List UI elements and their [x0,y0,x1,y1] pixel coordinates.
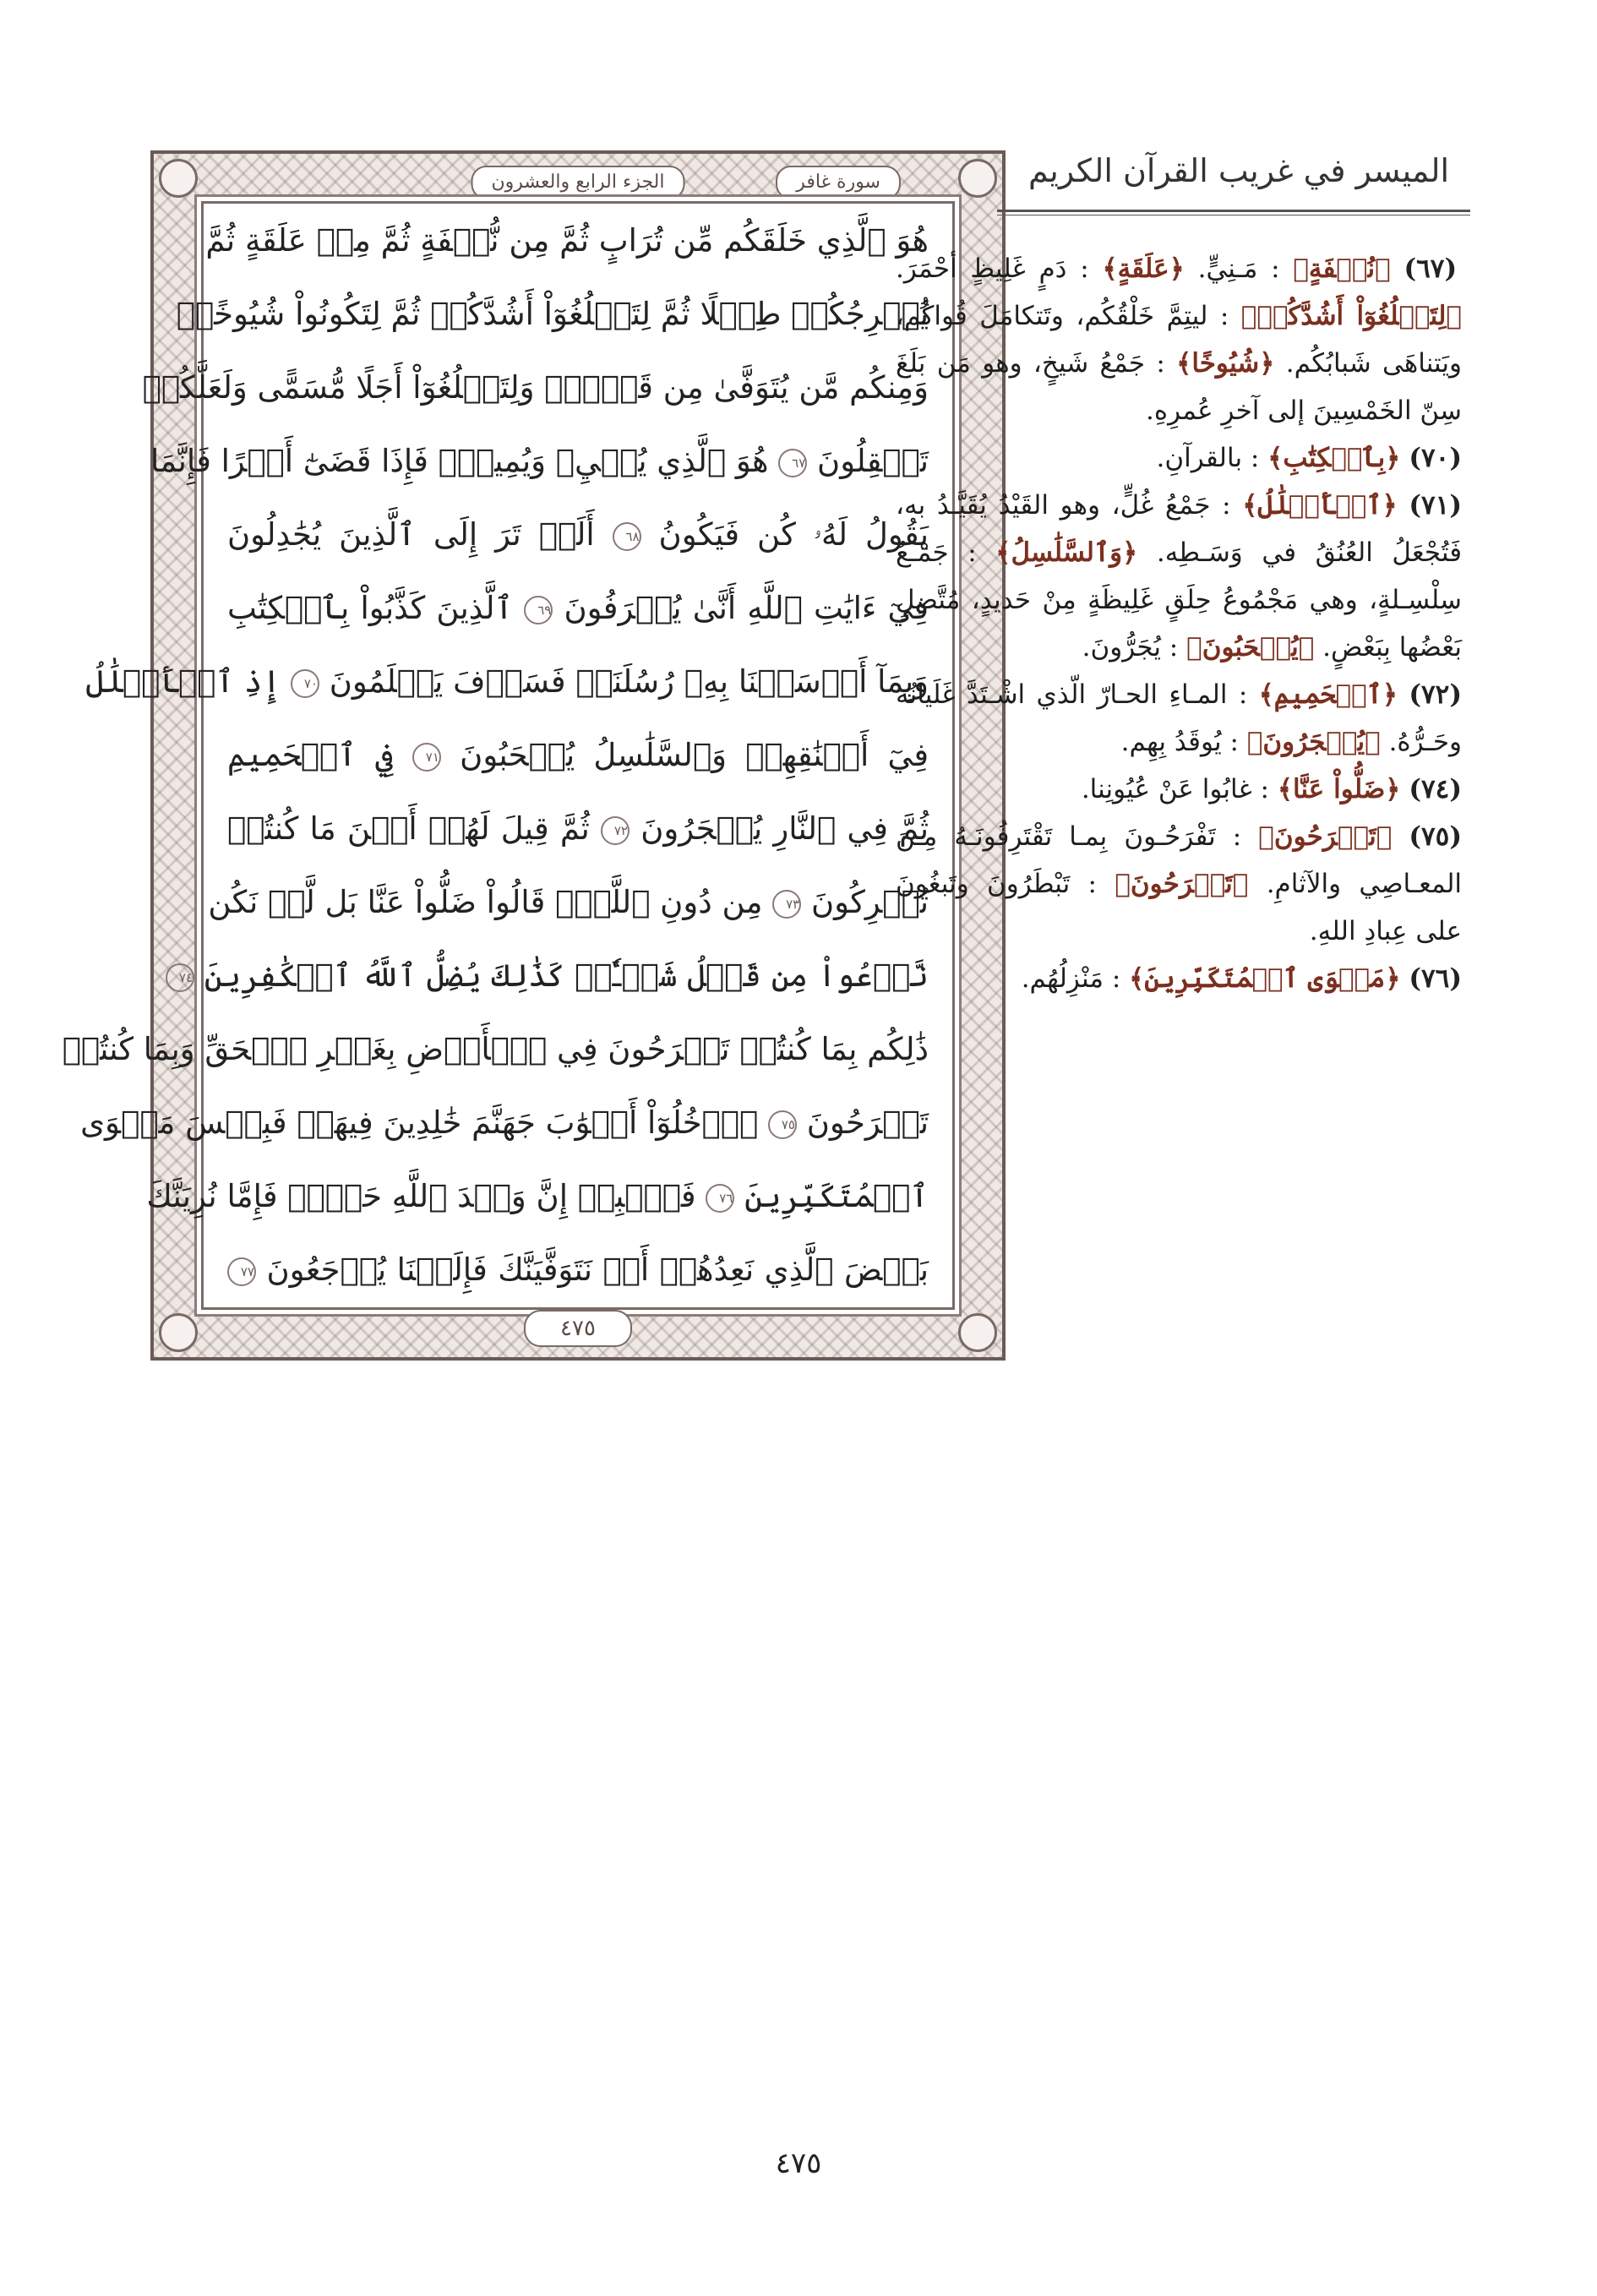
verse-number: (٧٦) [1409,963,1462,994]
ayah-number-marker: ٧٦ [706,1184,734,1213]
book-title: الميسر في غريب القرآن الكريم [1027,152,1450,189]
verse-line [178,957,929,995]
quranic-word: ﴿يُسۡجَرُونَ﴾ [1246,727,1381,757]
ayah-number-marker: ٧٣ [772,890,801,919]
verse-line [176,295,929,333]
verse-text: ثُمَّ قِيلَ لَهُمۡ أَيۡنَ مَا كُنتُمۡ [227,810,590,847]
juz-label: الجزء الرابع والعشرون [471,166,685,199]
ayah-number-marker: ٦٩ [524,596,553,624]
frame-corner-ornament [958,1313,997,1352]
ayah-number-marker: ٧٤ [166,963,194,992]
verse-text: فِيٓ أَعۡنَٰقِهِمۡ وَٱلسَّلَٰسِلُ يُسۡحَبُونَ [460,736,929,773]
quranic-word: ﴿عَلَقَةٍ﴾ [1102,254,1185,284]
quranic-word: ﴿يُسۡحَبُونَ﴾ [1186,632,1315,663]
explanation-text: : مَنْزِلُهُم. [1021,963,1121,994]
quranic-word: ﴿بِٱلۡكِتَٰبِ﴾ [1267,443,1401,473]
title-divider [997,210,1470,215]
verse-text: أَلَمۡ تَرَ إِلَى ٱلَّذِينَ يُجَٰدِلُونَ [227,515,595,553]
verse-line [227,1252,929,1289]
verse-text: ٱلَّذِينَ كَذَّبُواْ بِٱلۡكِتَٰبِ [227,589,514,626]
verse-text: تَعۡقِلُونَ [817,442,929,479]
quranic-word: ﴿ٱلۡحَمِيمِ﴾ [1258,679,1398,710]
explanation-text: : جَمْعُ شَيخٍ، وهو مَن بَلَغَ سِنّ الخَمْسِينَ إلى آخرِ عُمرِهِ. [896,348,1462,426]
verse-text: هُوَ ٱلَّذِي خَلَقَكُم مِّن تُرَابٍ ثُمَّ مِن نُّطۡفَةٍ ثُمَّ مِنۡ عَلَقَةٍ ثُمَّ [205,222,929,259]
ayah-number-marker: ٧٠ [291,669,319,698]
verse-line [62,1030,929,1068]
verse-line [227,516,929,554]
verse-text: فِيٓ ءَايَٰتِ ٱللَّهِ أَنَّىٰ يُصۡرَفُونَ [564,589,929,626]
explanation-text: : بالقرآنِ. [1156,443,1260,473]
quranic-word: ﴿تَمۡرَحُونَ﴾ [1115,869,1249,899]
quran-page-frame [62,150,1006,1361]
explanation-text: : جَمْـعُ سِلْسِـلةٍ، وهي مَجْمُوعُ حِلَقٍ غَلِيظَةٍ مِنْ حَديدٍ، مُتَّصِلٍ بَعْضُها بِبَعْضٍ. [896,537,1462,663]
verse-text: تَمۡرَحُونَ [806,1104,929,1141]
commentary-entry [896,245,1462,434]
verse-line [208,883,929,921]
quranic-word: ﴿ٱلۡأَغۡلَٰلُ﴾ [1242,490,1398,521]
verse-number: (٧٥) [1409,821,1462,852]
frame-corner-ornament [159,159,198,198]
verse-number: (٧٤) [1409,774,1462,804]
ayah-number-marker: ٧١ [412,743,441,772]
quranic-word: ﴿ضَلُّواْ عَنَّا﴾ [1277,774,1401,804]
commentary-entry [896,766,1462,813]
commentary-entry [896,955,1462,1002]
verse-line [150,442,929,480]
verse-text: فِي ٱلۡحَمِيمِ [227,736,394,773]
verse-line [205,222,929,259]
explanation-text: : تَبْطَرُونَ وتَبغُونَ على عِبادِ اللهِ. [896,869,1462,946]
verse-number: (٧٢) [1409,679,1463,710]
verse-line [80,1104,929,1142]
explanation-text: : المـاءِ الحـارّ الّذي اشْـتَدَّ غَلَيانُه وحَـرُّهُ. [896,679,1462,757]
commentary-column [896,245,1462,1002]
ayah-number-marker: ٦٧ [778,449,807,477]
verse-text: يُخۡرِجُكُمۡ طِفۡلًا ثُمَّ لِتَبۡلُغُوٓاْ أَشُدَّكُمۡ ثُمَّ لِتَكُونُواْ شُيُوخًاۚ [176,295,929,332]
frame-corner-ornament [159,1313,198,1352]
quranic-word: ﴿مَثۡوَى ٱلۡمُتَكَبِّرِينَ﴾ [1129,963,1401,994]
explanation-text: : غابُوا عَنْ عُيُونِنا. [1081,774,1269,804]
quranic-word: ﴿نُطۡفَةٍ﴾ [1293,254,1391,284]
verse-text: ٱلۡمُتَكَبِّرِينَ [744,1177,929,1214]
quran-text-area [62,201,955,1310]
quranic-word: ﴿شُيُوخًا﴾ [1176,348,1275,379]
verse-text: وَمِنكُم مَّن يُتَوَفَّىٰ مِن قَبۡلُۖ وَلِتَبۡلُغُوٓاْ أَجَلًا مُّسَمًّى وَلَعَلَّكُمۡ [142,368,929,406]
verse-text: بَعۡضَ ٱلَّذِي نَعِدُهُمۡ أَوۡ نَتَوَفَّيَنَّكَ فَإِلَيۡنَا يُرۡجَعُونَ [266,1251,929,1288]
commentary-entry [896,434,1462,482]
surah-name-label: سورة غافر [776,166,901,199]
explanation-text: : مَـنِيٍّ. [1184,254,1280,284]
explanation-text: : جَمْعُ غُلٍّ، وهو القَيْدُ يُقَيَّـدُ به، فَتُجْعَلُ العُنُقُ في وَسَـطِه. [896,490,1463,568]
quranic-word: ﴿وَٱلسَّلَٰسِلُ﴾ [995,537,1138,568]
verse-line [142,368,929,406]
quranic-word: ﴿لِتَبۡلُغُوٓاْ أَشُدَّكُمۡ﴾ [1240,301,1462,331]
verse-lines [62,222,929,1289]
explanation-text: : دَمٍ غَلِيظٍ أحْمَرَ. [896,254,1089,284]
verse-text: يَقُولُ لَهُۥ كُن فَيَكُونُ [658,515,929,553]
verse-text: نَّدۡعُواْ مِن قَبۡلُ شَيۡـٔٗاۚ كَذَٰلِكَ يُضِلُّ ٱللَّهُ ٱلۡكَٰفِرِينَ [204,957,929,994]
verse-line [227,590,929,627]
ayah-number-marker: ٧٧ [227,1257,256,1286]
verse-line [227,810,929,848]
quranic-word: ﴿تَفۡرَحُونَ﴾ [1258,821,1393,852]
verse-text: تُشۡرِكُونَ [810,883,929,920]
commentary-entry [896,671,1462,766]
verse-text: إِذِ ٱلۡأَغۡلَٰلُ [85,663,281,700]
commentary-entry [896,482,1462,671]
ayah-number-marker: ٦٨ [613,522,641,551]
explanation-text: : يُجَرُّونَ. [1082,632,1179,663]
verse-text: ثُمَّ فِي ٱلنَّارِ يُسۡجَرُونَ [640,810,929,847]
explanation-text: : ليتِمَّ خَلْقُكُم، وتَتكامَلَ قُواكُم، ويَتناهَى شَبابُكُم. [896,301,1462,379]
verse-text: فَٱصۡبِرۡ إِنَّ وَعۡدَ ٱللَّهِ حَقّٞۚ فَإِمَّا نُرِيَنَّكَ [146,1177,696,1214]
verse-line [227,737,929,774]
ayah-number-marker: ٧٢ [601,816,630,845]
verse-text: مِن دُونِ ٱللَّهِۖ قَالُواْ ضَلُّواْ عَنَّا بَل لَّمۡ نَكُن [208,883,763,920]
verse-number: (٧١) [1409,490,1462,521]
commentary-entry [896,813,1462,955]
verse-number: (٧٠) [1409,443,1462,473]
mushaf-page-number: ٤٧٥ [524,1310,632,1347]
page-number: ٤٧٥ [775,2146,822,2180]
explanation-text: : تَفْرَحُـونَ بِمـا تَقْتَرِفُونَـهُ مِـنَ المعـاصِي والآثامِ. [896,821,1463,899]
verse-text: هُوَ ٱلَّذِي يُحۡيِۦ وَيُمِيتُۖ فَإِذَا قَضَىٰٓ أَمۡرًا فَإِنَّمَا [150,442,769,479]
frame-corner-ornament [958,159,997,198]
verse-text: وَبِمَآ أَرۡسَلۡنَا بِهِۦ رُسُلَنَاۖ فَسَوۡفَ يَعۡلَمُونَ [329,663,929,700]
ayah-number-marker: ٧٥ [768,1110,797,1139]
verse-text: ذَٰلِكُم بِمَا كُنتُمۡ تَفۡرَحُونَ فِي ٱلۡأَرۡضِ بِغَيۡرِ ٱلۡحَقِّ وَبِمَا كُنتُمۡ [62,1030,929,1067]
verse-line [85,663,929,701]
verse-number: (٦٧) [1404,254,1458,284]
verse-text: ٱدۡخُلُوٓاْ أَبۡوَٰبَ جَهَنَّمَ خَٰلِدِينَ فِيهَاۖ فَبِئۡسَ مَثۡوَى [80,1104,759,1141]
explanation-text: : يُوقَدُ بِهِم. [1120,727,1239,757]
verse-line [146,1177,929,1215]
